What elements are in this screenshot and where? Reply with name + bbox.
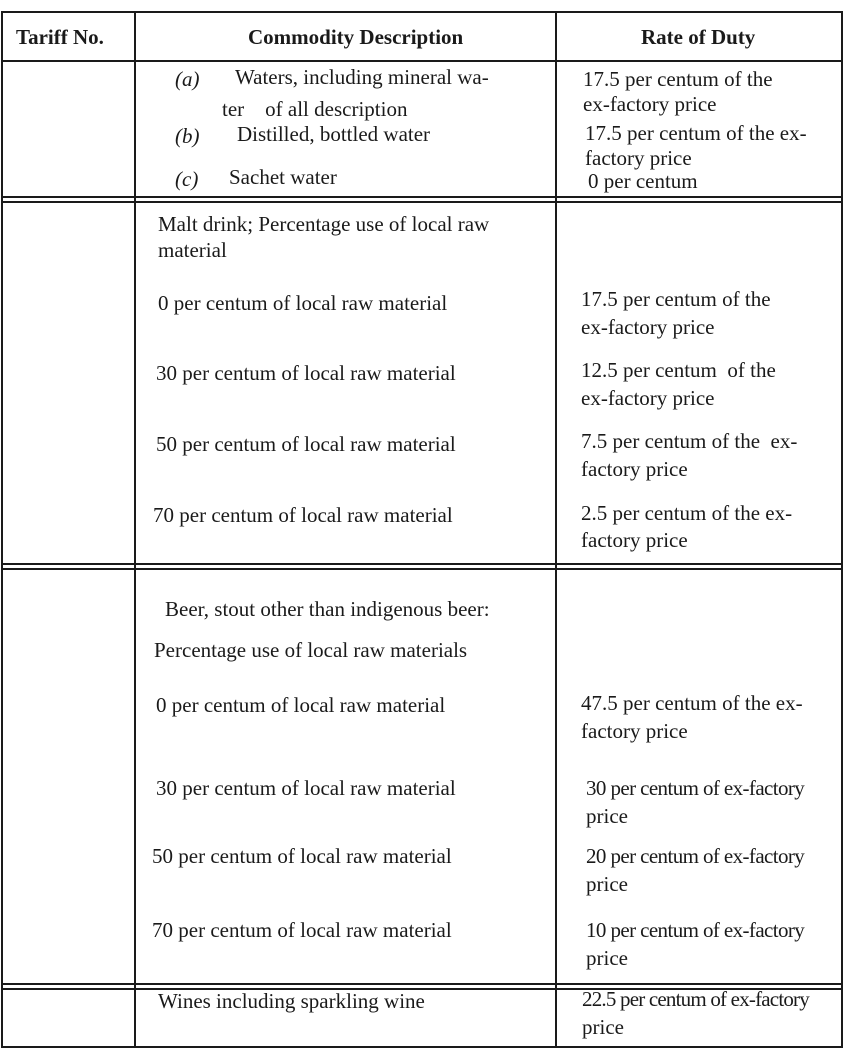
commodity-description: Distilled, bottled water	[237, 122, 431, 146]
section-heading: material	[158, 238, 227, 262]
item-marker: (a)	[175, 67, 200, 91]
commodity-description: 0 per centum of local raw material	[156, 693, 446, 717]
section-rule	[1, 563, 843, 565]
table-border-right	[841, 11, 843, 1048]
rate-of-duty: 17.5 per centum of the	[581, 287, 771, 311]
table-border-bottom	[1, 1046, 843, 1048]
commodity-description: 70 per centum of local raw material	[153, 503, 453, 527]
item-marker: (b)	[175, 124, 200, 148]
rate-of-duty: factory price	[581, 719, 688, 743]
column-header-commodity-description: Commodity Description	[248, 25, 464, 49]
item-marker: (c)	[175, 167, 199, 191]
table-border-left	[1, 11, 3, 1048]
rate-of-duty: 12.5 per centum of the	[581, 358, 776, 382]
column-header-tariff-no: Tariff No.	[16, 25, 104, 49]
rate-of-duty: ex-factory price	[581, 315, 715, 339]
rate-of-duty: 47.5 per centum of the ex-	[581, 691, 803, 715]
header-rule	[1, 60, 843, 62]
commodity-description: Waters, including mineral wa-	[235, 65, 489, 89]
rate-of-duty: 17.5 per centum of the	[583, 67, 773, 91]
table-border-top	[1, 11, 843, 13]
commodity-description: Sachet water	[229, 165, 337, 189]
section-rule	[1, 196, 843, 198]
section-rule	[1, 201, 843, 203]
column-divider	[134, 11, 136, 1048]
commodity-description: 70 per centum of local raw material	[152, 918, 452, 942]
commodity-description: 30 per centum of local raw material	[156, 776, 456, 800]
commodity-description: 50 per centum of local raw material	[152, 844, 452, 868]
column-header-rate-of-duty: Rate of Duty	[641, 25, 756, 49]
section-heading: Beer, stout other than indigenous beer:	[165, 597, 490, 621]
rate-of-duty: price	[586, 946, 628, 970]
rate-of-duty: price	[582, 1015, 624, 1039]
rate-of-duty: factory price	[585, 146, 692, 170]
rate-of-duty: ex-factory price	[583, 92, 717, 116]
section-rule	[1, 983, 843, 985]
rate-of-duty: ex-factory price	[581, 386, 715, 410]
rate-of-duty: price	[586, 872, 628, 896]
rate-of-duty: 22.5 per centum of ex-factory	[582, 987, 809, 1011]
rate-of-duty: 20 per centum of ex-factory	[586, 844, 805, 868]
rate-of-duty: 10 per centum of ex-factory	[586, 918, 805, 942]
rate-of-duty: factory price	[581, 457, 688, 481]
rate-of-duty: 7.5 per centum of the ex-	[581, 429, 798, 453]
section-heading: Percentage use of local raw materials	[154, 638, 468, 662]
rate-of-duty: 17.5 per centum of the ex-	[585, 121, 807, 145]
rate-of-duty: 2.5 per centum of the ex-	[581, 501, 793, 525]
section-rule	[1, 568, 843, 570]
section-heading: Malt drink; Percentage use of local raw	[158, 212, 490, 236]
commodity-description: 30 per centum of local raw material	[156, 361, 456, 385]
commodity-description: 0 per centum of local raw material	[158, 291, 448, 315]
rate-of-duty: 30 per centum of ex-factory	[586, 776, 805, 800]
rate-of-duty: factory price	[581, 528, 688, 552]
rate-of-duty: price	[586, 804, 628, 828]
commodity-description: Wines including sparkling wine	[158, 989, 425, 1013]
commodity-description: 50 per centum of local raw material	[156, 432, 456, 456]
commodity-description: ter of all description	[222, 97, 408, 121]
column-divider	[555, 11, 557, 1048]
rate-of-duty: 0 per centum	[588, 169, 698, 193]
